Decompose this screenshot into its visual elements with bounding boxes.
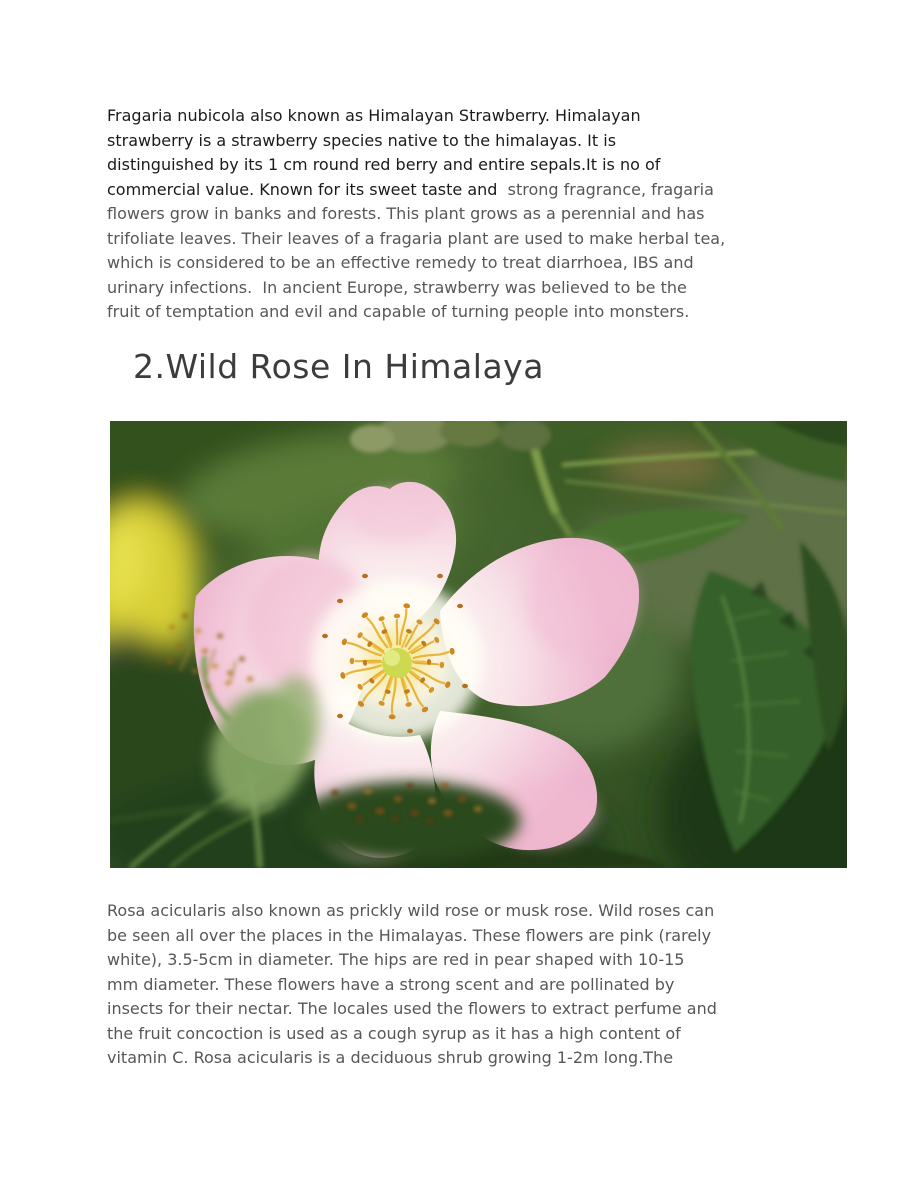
text-segment: commercial value. Known for its sweet taste and [107,179,498,199]
text-line [107,129,847,154]
wild-rose-photo [110,421,847,868]
text-line [107,1046,847,1071]
text-segment: fruit of temptation and evil and capable of turning people into monsters. [107,302,690,321]
text-segment: be seen all over the places in the Himalayas. These flowers are pink (rarely [107,925,712,945]
text-line [107,104,847,129]
section-heading: 2.Wild Rose In Himalaya [133,347,544,386]
text-segment: strawberry is a strawberry species native to the himalayas. It is [107,130,617,150]
text-segment: strong fragrance, fragaria [497,179,714,199]
text-line [107,997,847,1022]
rose-paragraph [107,899,847,1071]
text-line [107,948,847,973]
text-line [107,1022,847,1047]
wild-rose-photo-svg [110,421,847,868]
text-segment: white), 3.5-5cm in diameter. The hips are red in pear shaped with 10-15 [107,950,685,969]
text-segment: mm diameter. These flowers have a strong scent and are pollinated by [107,974,675,994]
intro-paragraph [107,104,847,325]
text-segment: the fruit concoction is used as a cough syrup as it has a high content of [107,1023,681,1043]
text-line [107,178,847,203]
text-line [107,202,847,227]
text-line [107,153,847,178]
text-segment: trifoliate leaves. Their leaves of a fragaria plant are used to make herbal tea, [107,228,726,248]
text-line [107,300,847,325]
text-segment: insects for their nectar. The locales used the flowers to extract perfume and [107,999,717,1018]
text-segment: urinary infections. In ancient Europe, strawberry was believed to be the [107,277,687,297]
text-segment: Rosa acicularis also known as prickly wild rose or musk rose. Wild roses can [107,901,715,920]
text-line [107,899,847,924]
text-segment: distinguished by its 1 cm round red berry and entire sepals.It is no of [107,155,661,174]
text-line [107,251,847,276]
text-segment: which is considered to be an effective remedy to treat diarrhoea, IBS and [107,253,694,272]
text-segment: flowers grow in banks and forests. This plant grows as a perennial and has [107,204,705,223]
text-line [107,276,847,301]
text-line [107,924,847,949]
text-segment: vitamin C. Rosa acicularis is a deciduous shrub growing 1-2m long.The [107,1048,674,1067]
text-segment: Fragaria nubicola also known as Himalayan Strawberry. Himalayan [107,106,641,125]
text-line [107,227,847,252]
text-line [107,973,847,998]
